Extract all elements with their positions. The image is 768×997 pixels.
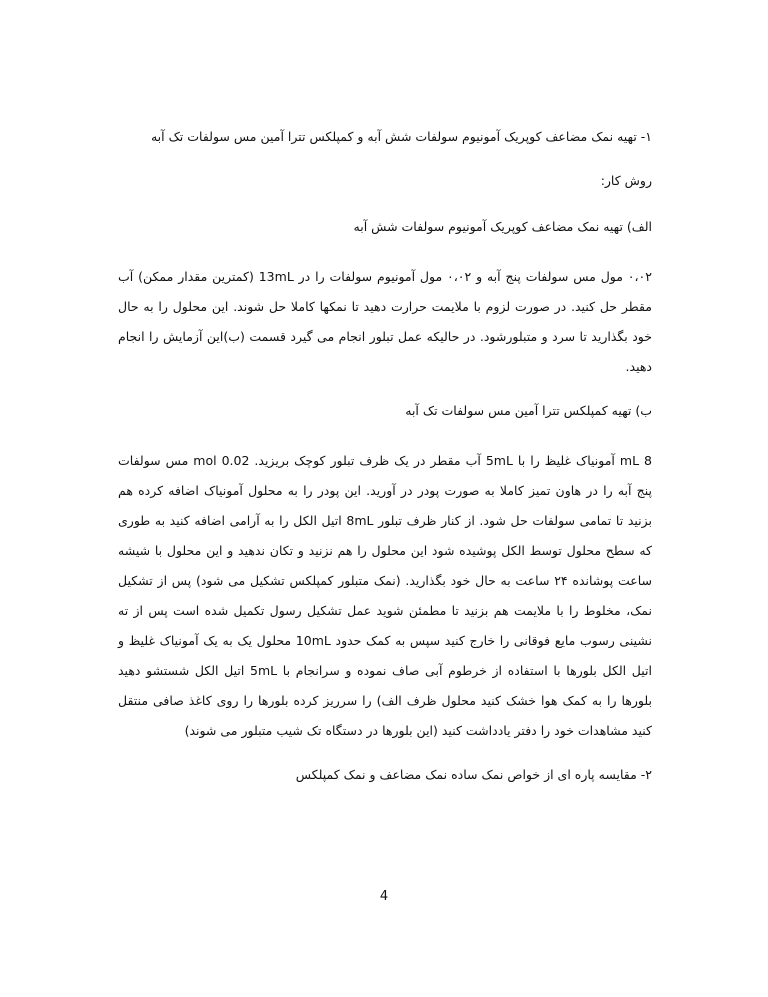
part-a-paragraph: ۰،۰۲ مول مس سولفات پنج آبه و ۰،۰۲ مول آمونیوم سولفات را در 13mL (کمترین مقدار ممکن) آب مقطر حل کنید. در صورت لزوم با ملایمت حرارت دهید تا نمکها کاملا حل شوند. این محلول را به حال خود بگذارید تا سرد و متبلورشود. در حالیکه عمل تبلور انجام می گیرد قسمت (ب)این آزمایش را انجام دهید.	[118, 269, 652, 374]
part-b-title: ب) تهیه کمپلکس تترا آمین مس سولفات تک آبه	[405, 403, 652, 418]
document-body	[118, 126, 652, 810]
part-a-title: الف) تهیه نمک مضاعف کوپریک آمونیوم سولفات شش آبه	[353, 219, 652, 234]
section-1-title: ۱- تهیه نمک مضاعف کوپریک آمونیوم سولفات شش آبه و کمپلکس تترا آمین مس سولفات تک آبه	[150, 129, 652, 144]
section-2-title: ۲- مقایسه پاره ای از خواص نمک ساده نمک مضاعف و نمک کمپلکس	[295, 767, 652, 782]
method-label: روش کار:	[600, 173, 652, 188]
page-number: 4	[379, 889, 389, 904]
part-b-paragraph: 8 mL آمونیاک غلیظ را با 5mL آب مقطر در یک ظرف تبلور کوچک بریزید. 0.02 mol مس سولفات پنج آبه را در هاون تمیز کاملا به صورت پودر در آورید. این پودر را به محلول آمونیاک اضافه کرده هم بزنید تا تمامی سولفات حل شود. از کنار ظرف تبلور 8mL اتیل الکل را به آرامی اضافه کنید به طوری که سطح محلول توسط الکل پوشیده شود این محلول را هم نزنید و تکان ندهید و این محلول با شیشه ساعت پوشانده ۲۴ ساعت به حال خود بگذارید. (نمک متبلور کمپلکس تشکیل می شود) پس از تشکیل نمک، مخلوط را با ملایمت هم بزنید تا مطمئن شوید عمل تشکیل رسول تکمیل شده است پس از ته نشینی رسوب مایع فوقانی را خارج کنید سپس به کمک حدود 10mL محلول یک به یک آمونیاک غلیظ و اتیل الکل بلورها با استفاده از خرطوم آبی صاف نموده و سرانجام با 5mL اتیل الکل شستشو دهید بلورها را به کمک هوا خشک کنید محلول ظرف الف) را سرریز کرده بلورها را روی کاغذ صافی منتقل کنید مشاهدات خود را دفتر یادداشت کنید (این بلورها در دستگاه تک شیب متبلور می شوند)	[118, 453, 653, 738]
